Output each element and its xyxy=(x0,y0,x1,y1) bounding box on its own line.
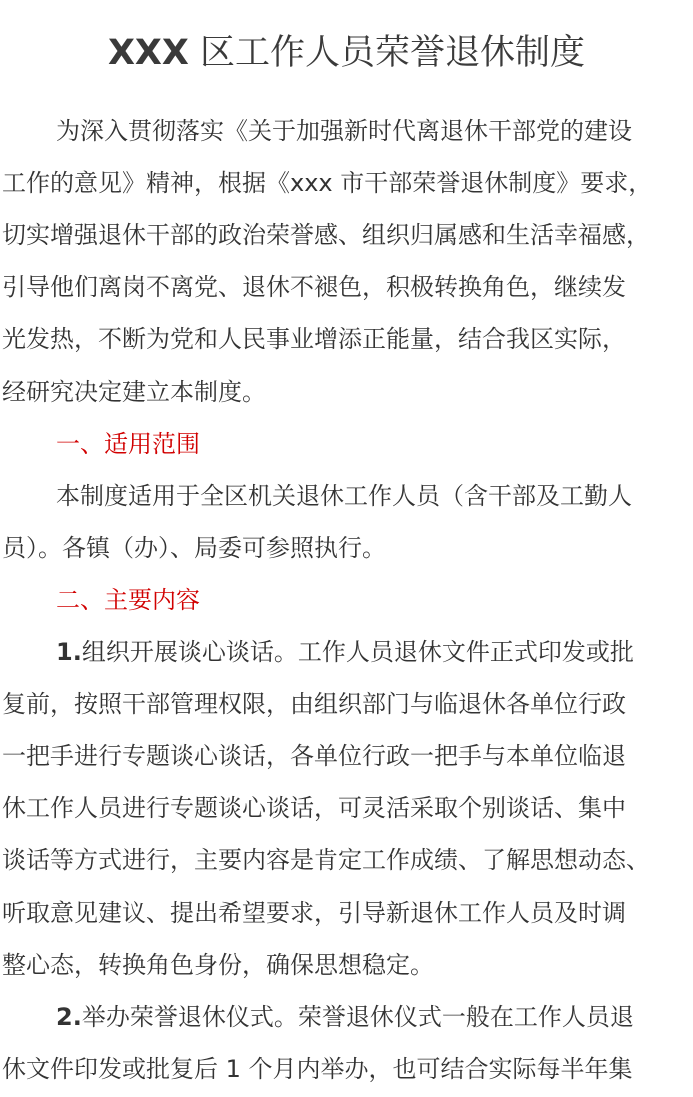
line-text: 休工作人员进行专题谈心谈话，可灵活采取个别谈话、集中 xyxy=(2,794,626,823)
paragraph-line xyxy=(2,209,650,261)
line-text: 员）。各镇（办）、局委可参照执行。 xyxy=(2,533,386,562)
line-text: 谈话等方式进行，主要内容是肯定工作成绩、了解思想动态、 xyxy=(2,846,650,875)
paragraph-line xyxy=(2,887,626,939)
line-text: 本制度适用于全区机关退休工作人员（含干部及工勤人 xyxy=(56,481,632,510)
line-text: 光发热，不断为党和人民事业增添正能量，结合我区实际， xyxy=(2,325,626,354)
title-text: 区工作人员荣誉退休制度 xyxy=(188,33,586,73)
paragraph-line xyxy=(2,939,434,991)
paragraph-line xyxy=(2,366,266,418)
line-text: 二、主要内容 xyxy=(56,585,200,614)
paragraph-line xyxy=(2,834,650,886)
line-text: 切实增强退休干部的政治荣誉感、组织归属感和生活幸福感， xyxy=(2,221,650,250)
paragraph-line xyxy=(56,105,632,157)
line-text: 举办荣誉退休仪式。荣誉退休仪式一般在工作人员退 xyxy=(81,1002,634,1031)
paragraph-line xyxy=(56,991,634,1043)
paragraph-line xyxy=(2,261,626,313)
paragraph-line xyxy=(2,313,626,365)
paragraph-line xyxy=(56,626,634,678)
line-text: 一、适用范围 xyxy=(56,429,200,458)
line-text: 听取意见建议、提出希望要求，引导新退休工作人员及时调 xyxy=(2,898,626,927)
paragraph-line xyxy=(2,730,626,782)
paragraph-line xyxy=(2,782,626,834)
section-heading xyxy=(56,418,200,470)
line-text: 经研究决定建立本制度。 xyxy=(2,377,266,406)
paragraph-line xyxy=(2,678,626,730)
paragraph-line xyxy=(2,522,386,574)
item-number: 1. xyxy=(56,638,82,666)
line-text: 整心态，转换角色身份，确保思想稳定。 xyxy=(2,950,434,979)
section-heading xyxy=(56,574,200,626)
line-text: 组织开展谈心谈话。工作人员退休文件正式印发或批 xyxy=(81,638,634,666)
line-text: 休文件印发或批复后 1 个月内举办，也可结合实际每半年集 xyxy=(2,1054,633,1083)
paragraph-line xyxy=(2,1043,633,1095)
line-text: 复前，按照干部管理权限，由组织部门与临退休各单位行政 xyxy=(2,690,626,719)
document-title xyxy=(0,28,693,78)
line-text: 为深入贯彻落实《关于加强新时代离退休干部党的建设 xyxy=(56,117,632,145)
line-text: 引导他们离岗不离党、退休不褪色，积极转换角色，继续发 xyxy=(2,273,626,302)
line-text: 一把手进行专题谈心谈话，各单位行政一把手与本单位临退 xyxy=(2,742,626,771)
paragraph-line xyxy=(56,470,632,522)
item-number: 2. xyxy=(56,1002,82,1031)
title-bold-part: XXX xyxy=(107,33,189,73)
paragraph-line xyxy=(2,157,652,209)
line-text: 工作的意见》精神，根据《xxx 市干部荣誉退休制度》要求， xyxy=(2,169,653,198)
